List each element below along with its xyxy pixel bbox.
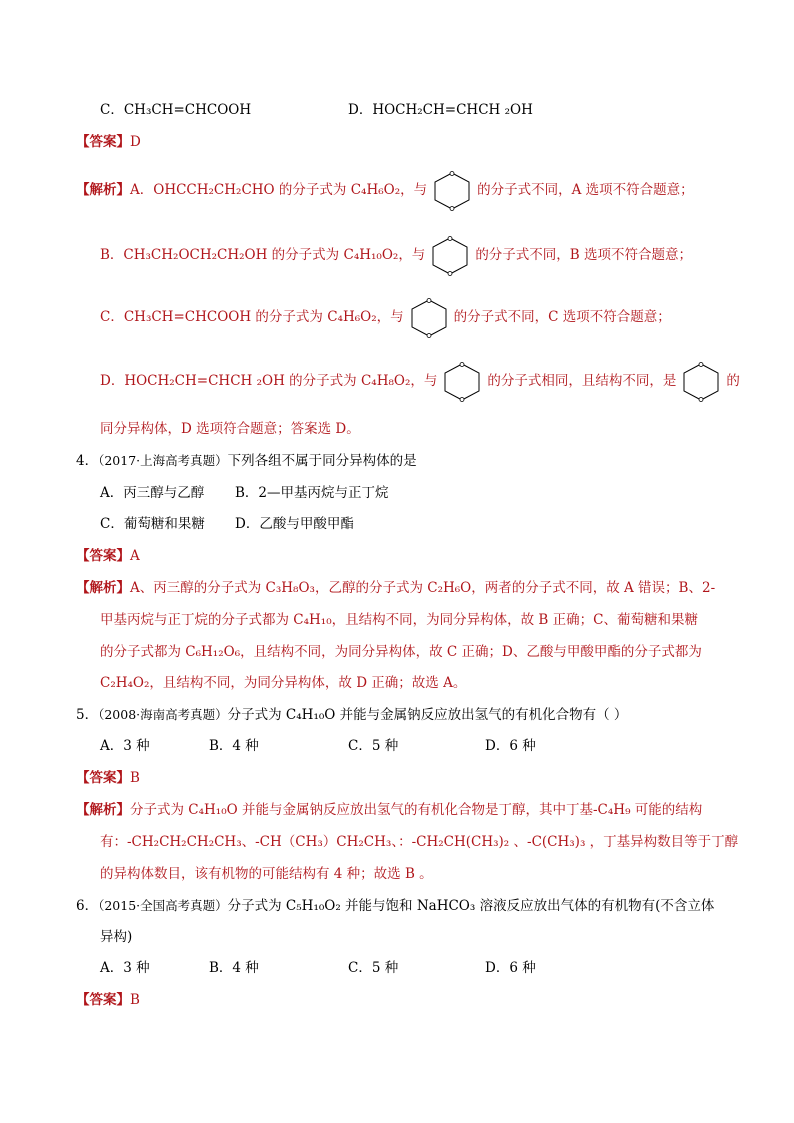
q4-analysis-line-3: 的分子式都为 C₆H₁₂O₆，且结构不同，为同分异构体，故 C 正确；D、乙酸与甲酸甲酯的分子式都为	[100, 644, 702, 660]
q6-answer: 【答案】B	[76, 992, 140, 1008]
q4-option-b: B．2—甲基丙烷与正丁烷	[235, 485, 389, 501]
q5-analysis-line-1: 【解析】分子式为 C₄H₁₀O 并能与金属钠反应放出氢气的有机化合物是丁醇，其中丁基-C₄H₉ 可能的结构	[76, 802, 703, 818]
dioxane-ring-icon	[441, 362, 483, 402]
q3-analysis-d-line2: 同分异构体，D 选项符合题意；答案选 D。	[100, 421, 360, 437]
q6-option-d: D．6 种	[485, 960, 536, 976]
q3-option-c: C．CH₃CH=CHCOOH	[100, 102, 252, 118]
q4-analysis-line-1: 【解析】A、丙三醇的分子式为 C₃H₈O₃，乙醇的分子式为 C₂H₆O，两者的分子式不同，故 A 错误；B、2-	[76, 580, 716, 596]
q4-answer: 【答案】A	[76, 548, 140, 564]
q3-analysis-d: D．HOCH₂CH=CHCH ₂OH 的分子式为 C₄H₈O₂，与 的分子式相同，且结构不同，是 的	[100, 361, 740, 402]
q6-option-c: C．5 种	[348, 960, 399, 976]
q5-option-c: C．5 种	[348, 738, 399, 754]
q3-answer: 【答案】D	[76, 134, 141, 150]
dioxane-ring-icon	[408, 298, 450, 338]
dioxane-ring-icon	[431, 171, 473, 211]
q4-analysis-line-4: C₂H₄O₂，且结构不同，为同分异构体，故 D 正确；故选 A。	[100, 675, 467, 691]
q4-option-c: C．葡萄糖和果糖	[100, 516, 205, 532]
q6-option-a: A．3 种	[100, 960, 150, 976]
q5-stem: 5．（2008·海南高考真题）分子式为 C₄H₁₀O 并能与金属钠反应放出氢气的有机化合物有（ ）	[76, 707, 628, 723]
q4-analysis-line-2: 甲基丙烷与正丁烷的分子式都为 C₄H₁₀，且结构不同，为同分异构体，故 B 正确；C、葡萄糖和果糖	[100, 612, 698, 628]
q4-stem: 4．（2017·上海高考真题）下列各组不属于同分异构体的是	[76, 453, 417, 469]
q3-option-d: D．HOCH₂CH=CHCH ₂OH	[348, 102, 533, 118]
q5-option-d: D．6 种	[485, 738, 536, 754]
q6-stem-line-2: 异构)	[100, 929, 133, 945]
q3-analysis-c: C．CH₃CH=CHCOOH 的分子式为 C₄H₆O₂，与 的分子式不同，C 选项不符合题意；	[100, 297, 671, 338]
q6-option-b: B．4 种	[209, 960, 259, 976]
q3-analysis-a: 【解析】A．OHCCH₂CH₂CHO 的分子式为 C₄H₆O₂，与 的分子式不同，A 选项不符合题意；	[76, 170, 694, 211]
q5-option-b: B．4 种	[209, 738, 259, 754]
q5-option-a: A．3 种	[100, 738, 150, 754]
dioxane-ring-icon	[429, 236, 471, 276]
q5-analysis-line-3: 的异构体数目，该有机物的可能结构有 4 种；故选 B 。	[100, 866, 433, 882]
q4-option-a: A．丙三醇与乙醇	[100, 485, 205, 501]
q6-stem: 6．（2015·全国高考真题）分子式为 C₅H₁₀O₂ 并能与饱和 NaHCO₃ 溶液反应放出气体的有机物有(不含立体	[76, 898, 715, 914]
q3-analysis-b: B．CH₃CH₂OCH₂CH₂OH 的分子式为 C₄H₁₀O₂，与 的分子式不同，B 选项不符合题意；	[100, 235, 692, 276]
q5-answer: 【答案】B	[76, 770, 140, 786]
q5-analysis-line-2: 有：-CH₂CH₂CH₂CH₃、-CH（CH₃）CH₂CH₃、：-CH₂CH(CH₃)₂ 、-C(CH₃)₃ ，丁基异构数目等于丁醇	[100, 834, 739, 850]
q4-option-d: D．乙酸与甲酸甲酯	[235, 516, 354, 532]
dioxane-ring-icon	[680, 362, 722, 402]
